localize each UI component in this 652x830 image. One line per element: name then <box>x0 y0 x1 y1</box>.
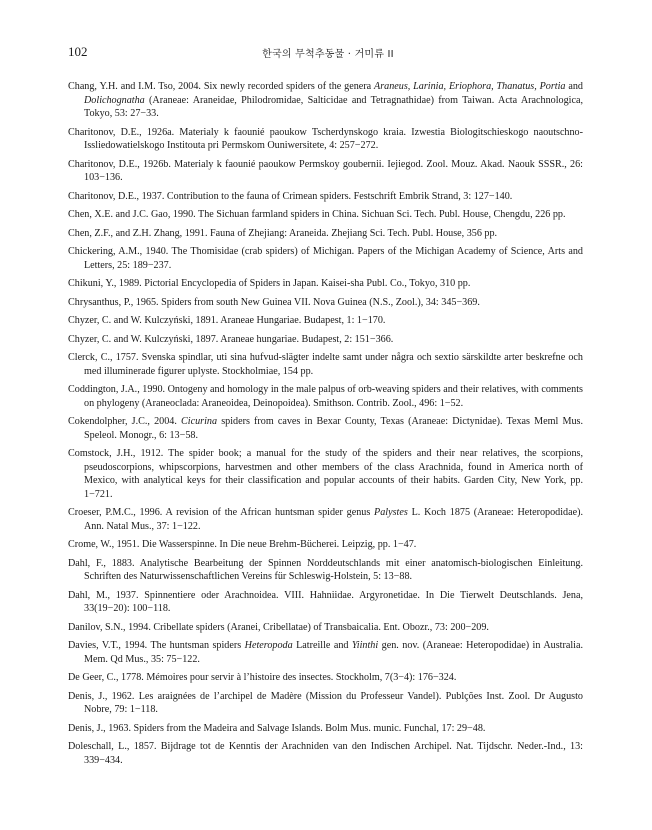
reference-text: Dahl, F., 1883. Analytische Bearbeitung der Spinnen Norddeutschlands mit einer anatomisch-biologischen Einleitung. Schriften des Naturwissenschaftlichen Vereins für Schleswig-Holstein, 5: 13−88. <box>68 557 583 582</box>
reference-entry <box>68 208 583 222</box>
reference-text: gen. nov. (Araneae: Heteropodidae) in Australia. Mem. Qd Mus., 35: 75−122. <box>84 640 583 665</box>
reference-entry <box>68 245 583 272</box>
reference-text: Charitonov, D.E., 1926b. Materialy k faounié paoukow Permskoy goubernii. Iejiegod. Zool. Mouz. Akad. Naouk SSSR., 26: 103−136. <box>68 158 583 183</box>
reference-entry <box>68 383 583 410</box>
reference-text: Chickering, A.M., 1940. The Thomisidae (crab spiders) of Michigan. Papers of the Michigan Academy of Science, Arts and Letters, 25: 189−237. <box>68 246 583 271</box>
reference-italic-text: Heteropoda <box>244 640 293 651</box>
reference-entry <box>68 227 583 241</box>
reference-entry <box>68 589 583 616</box>
reference-text: Clerck, C., 1757. Svenska spindlar, uti sina hufvud-slägter indelte samt under några och sextio särskildte arter beskrefne och med illuminerade figurer uplyste. Stockholmiae, 154 pp. <box>68 352 583 377</box>
reference-text: De Geer, C., 1778. Mémoires pour servir à l’histoire des insectes. Stockholm, 7(3−4): 176−324. <box>68 672 457 683</box>
reference-entry <box>68 314 583 328</box>
reference-text: Cokendolpher, J.C., 2004. <box>68 416 182 427</box>
reference-text: Coddington, J.A., 1990. Ontogeny and homology in the male palpus of orb-weaving spiders and their relatives, with comments on phylogeny (Araneoclada: Araneoidea, Deinopoidea). Smithson. Contrib. Zool., 496: 1−52. <box>68 384 583 409</box>
reference-entry <box>68 158 583 185</box>
reference-italic-text: Yiinthi <box>351 640 379 651</box>
reference-entry <box>68 447 583 501</box>
reference-entry <box>68 190 583 204</box>
reference-entry <box>68 506 583 533</box>
reference-italic-text: Palystes <box>374 507 408 518</box>
reference-text: spiders from caves in Bexar County, Texas (Araneae: Dictynidae). Texas Meml Mus. Speleol. Monogr., 6: 13−58. <box>84 416 583 441</box>
reference-italic-text: Cicurina <box>181 416 218 427</box>
reference-entry <box>68 538 583 552</box>
reference-text: Davies, V.T., 1994. The huntsman spiders <box>68 640 245 651</box>
reference-text: Chyzer, C. and W. Kulczyński, 1897. Araneae hungariae. Budapest, 2: 151−366. <box>68 333 394 345</box>
reference-entry <box>68 621 583 635</box>
reference-entry <box>68 415 583 442</box>
reference-text: Comstock, J.H., 1912. The spider book; a manual for the study of the spiders and their near relatives, the scorpions, pseudoscorpions, whipscorpions, harvestmen and other members of the class Arachnida, found in America north of Mexico, with analytical keys for their classification and popular accounts of their habits. Garden City, New York, pp. 1−721. <box>68 448 583 500</box>
reference-entry <box>68 296 583 310</box>
running-title: 한국의 무척추동물 · 거미류 II <box>262 49 394 60</box>
reference-text: Croeser, P.M.C., 1996. A revision of the African huntsman spider genus <box>68 507 375 518</box>
reference-text: Crome, W., 1951. Die Wasserspinne. In Die neue Brehm-Bücherei. Leipzig, pp. 1−47. <box>68 539 417 550</box>
reference-text: Charitonov, D.E., 1926a. Materialy k faounié paoukow Tscherdynskogo kraia. Izwestia Biologitschieskogo naoutschno-Issliedowatielskogo Institouta pri Permskom Ouniwersitete, 4: 257−272. <box>68 126 583 151</box>
reference-text: Danilov, S.N., 1994. Cribellate spiders (Aranei, Cribellatae) of Transbaicalia. Ent. Obozr., 73: 200−209. <box>68 621 489 633</box>
reference-entry <box>68 277 583 291</box>
reference-text: Chrysanthus, P., 1965. Spiders from south New Guinea VII. Nova Guinea (N.S., Zool.), 34: 345−369. <box>68 296 480 308</box>
reference-entry <box>68 740 583 767</box>
reference-text: Chyzer, C. and W. Kulczyński, 1891. Araneae Hungariae. Budapest, 1: 1−170. <box>68 315 386 326</box>
page-number: 102 <box>68 44 88 59</box>
reference-text: Latreille and <box>292 640 352 651</box>
reference-text: Doleschall, L., 1857. Bijdrage tot de Kenntis der Arachniden van den Indischen Archipel. Nat. Tijdschr. Neder.-Ind., 13: 339−434. <box>68 741 583 766</box>
reference-entry <box>68 126 583 153</box>
reference-entry <box>68 333 583 347</box>
reference-entry <box>68 80 583 121</box>
reference-text: Chikuni, Y., 1989. Pictorial Encyclopedia of Spiders in Japan. Kaisei-sha Publ. Co., Tokyo, 310 pp. <box>68 278 471 289</box>
reference-text: L. Koch 1875 (Araneae: Heteropodidae). Ann. Natal Mus., 37: 1−122. <box>84 507 583 532</box>
reference-text: Chang, Y.H. and I.M. Tso, 2004. Six newly recorded spiders of the genera <box>68 81 375 92</box>
reference-text: Denis, J., 1963. Spiders from the Madeira and Salvage Islands. Bolm Mus. munic. Funchal, 17: 29−48. <box>68 722 486 734</box>
reference-entry <box>68 722 583 736</box>
reference-text: (Araneae: Araneidae, Philodromidae, Salticidae and Tetragnathidae) from Taiwan. Acta Arachnologica, Tokyo, 53: 27−33. <box>84 94 583 119</box>
page-header <box>68 44 588 60</box>
reference-italic-text: Dolichognatha <box>84 94 145 106</box>
reference-text: Denis, J., 1962. Les araignées de l’archipel de Madère (Mission du Professeur Vandel). Publções Inst. Zool. Dr Augusto Nobre, 79: 1−118. <box>68 690 583 715</box>
reference-entry <box>68 671 583 685</box>
reference-text: Chen, Z.F., and Z.H. Zhang, 1991. Fauna of Zhejiang: Araneida. Zhejiang Sci. Tech. Publ. House, 356 pp. <box>68 227 498 239</box>
reference-italic-text: Araneus, Larinia, Eriophora, Thanatus, Portia <box>374 81 566 92</box>
reference-text: Chen, X.E. and J.C. Gao, 1990. The Sichuan farmland spiders in China. Sichuan Sci. Tech. Publ. House, Chengdu, 226 pp. <box>68 209 566 220</box>
reference-text: Dahl, M., 1937. Spinnentiere oder Arachnoidea. VIII. Hahniidae. Argyronetidae. In Die Tierwelt Deutschlands. Jena, 33(19−20): 100−118. <box>68 589 583 614</box>
reference-entry <box>68 690 583 717</box>
reference-entry <box>68 639 583 666</box>
reference-entry <box>68 557 583 584</box>
reference-text: and <box>565 81 583 92</box>
reference-entry <box>68 351 583 378</box>
reference-text: Charitonov, D.E., 1937. Contribution to the fauna of Crimean spiders. Festschrift Embrik Strand, 3: 127−140. <box>68 190 513 202</box>
reference-list <box>68 80 583 772</box>
